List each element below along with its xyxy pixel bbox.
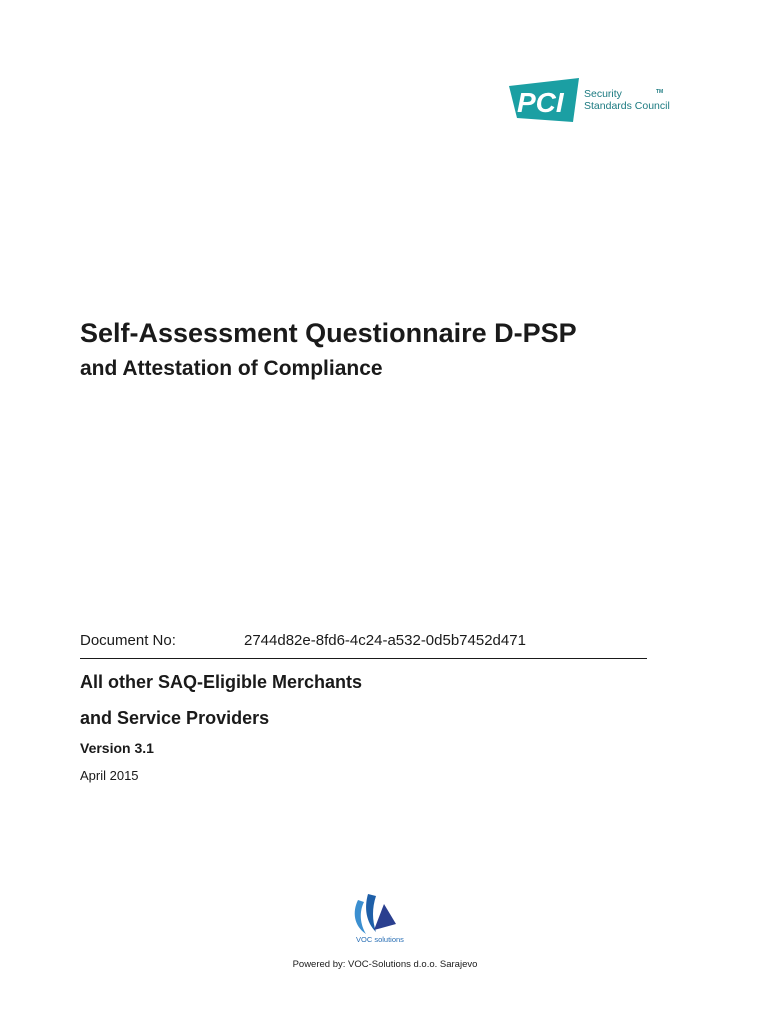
- voc-logo-swoosh-left: [355, 900, 366, 934]
- pci-logo-line1: Security: [584, 88, 622, 100]
- scope-heading-line2: and Service Providers: [80, 708, 270, 728]
- voc-logo-triangle: [374, 904, 396, 930]
- pci-logo-wordmark: PCI: [517, 87, 564, 118]
- divider-line: [80, 658, 647, 659]
- document-subtitle: and Attestation of Compliance: [80, 357, 383, 380]
- voc-logo-swoosh-mid: [366, 894, 376, 932]
- publication-date: April 2015: [80, 768, 139, 783]
- document-number-value: 2744d82e-8fd6-4c24-a532-0d5b7452d471: [244, 632, 526, 649]
- pci-logo-dot: [570, 82, 576, 88]
- pci-logo-trademark: TM: [656, 89, 664, 95]
- version-label: Version 3.1: [80, 740, 154, 756]
- scope-heading-line1: All other SAQ-Eligible Merchants: [80, 672, 363, 692]
- document-number-label: Document No:: [80, 632, 176, 649]
- pci-logo-line2: Standards Council: [584, 100, 670, 112]
- powered-by-footer: Powered by: VOC-Solutions d.o.o. Sarajevo: [292, 959, 478, 970]
- document-title: Self-Assessment Questionnaire D-PSP: [80, 318, 577, 348]
- voc-logo-text: VOC solutions: [356, 935, 404, 944]
